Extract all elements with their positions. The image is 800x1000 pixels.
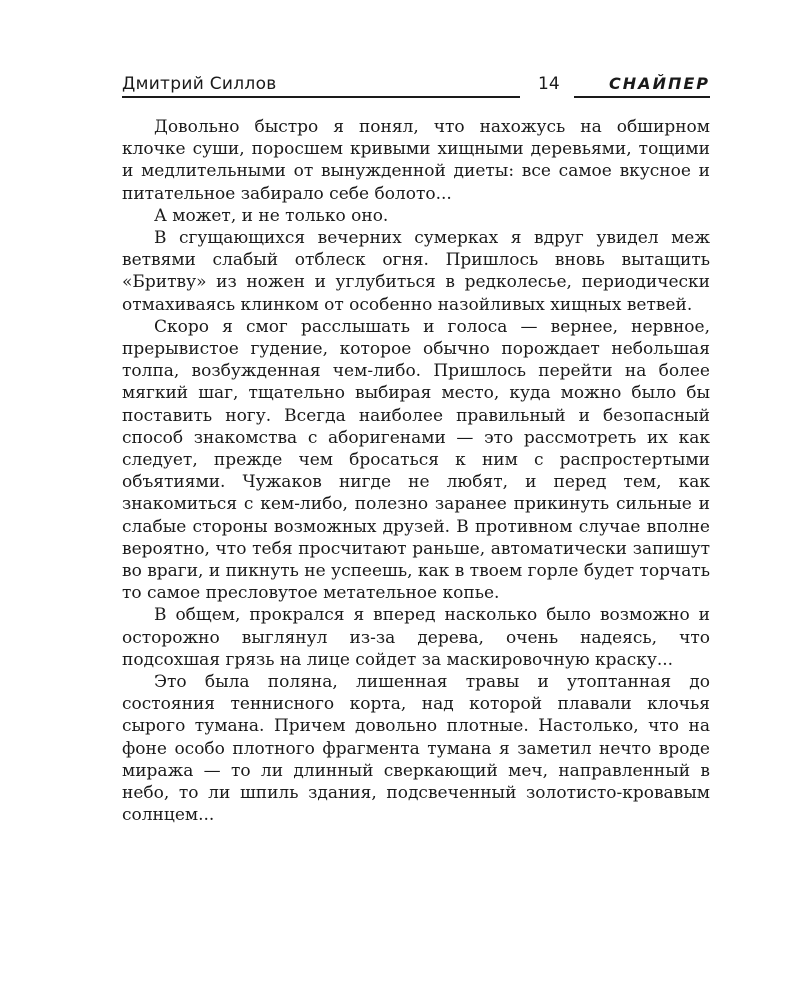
body-text (122, 116, 710, 827)
header-rule-right (574, 96, 710, 98)
running-header (122, 74, 710, 98)
header-rule-left (122, 96, 520, 98)
book-title: СНАЙПЕР (609, 74, 710, 93)
paragraph: В сгущающихся вечерних сумерках я вдруг увидел меж ветвями слабый отблеск огня. Пришлось вновь вытащить «Бритву» из ножен и углубиться в редколесье, периодически отмахиваясь клинком от особенно назойливых хищных ветвей. (122, 228, 710, 315)
author-name: Дмитрий Силлов (122, 74, 277, 94)
page-number: 14 (538, 74, 560, 94)
paragraph: Довольно быстро я понял, что нахожусь на обширном клочке суши, поросшем кривыми хищными деревьями, тощими и медлительными от вынужденной диеты: все самое вкусное и питательное забирало себе болото... (122, 117, 710, 204)
paragraph: Это была поляна, лишенная травы и утоптанная до состояния теннисного корта, над которой плавали клочья сырого тумана. Причем довольно плотные. Настолько, что на фоне особо плотного фрагмента тумана я заметил нечто вроде миража — то ли длинный сверкающий меч, направленный в небо, то ли шпиль здания, подсвеченный золотисто-кровавым солнцем... (122, 672, 710, 826)
paragraph: Скоро я смог расслышать и голоса — вернее, нервное, прерывистое гудение, которое обычно порождает небольшая толпа, возбужденная чем-либо. Пришлось перейти на более мягкий шаг, тщательно выбирая место, куда можно было бы поставить ногу. Всегда наиболее правильный и безопасный способ знакомства с аборигенами — это рассмотреть их как следует, прежде чем бросаться к ним с распростертыми объятиями. Чужаков нигде не любят, и перед тем, как знакомиться с кем-либо, полезно заранее прикинуть сильные и слабые стороны возможных друзей. В противном случае вполне вероятно, что тебя просчитают раньше, автоматически запишут во враги, и пикнуть не успеешь, как в твоем горле будет торчать то самое пресловутое метательное копье. (122, 316, 710, 604)
paragraph: В общем, прокрался я вперед насколько было возможно и осторожно выглянул из-за дерева, очень надеясь, что подсохшая грязь на лице сойдет за маскировочную краску... (122, 605, 710, 670)
paragraph: А может, и не только оно. (154, 205, 389, 226)
